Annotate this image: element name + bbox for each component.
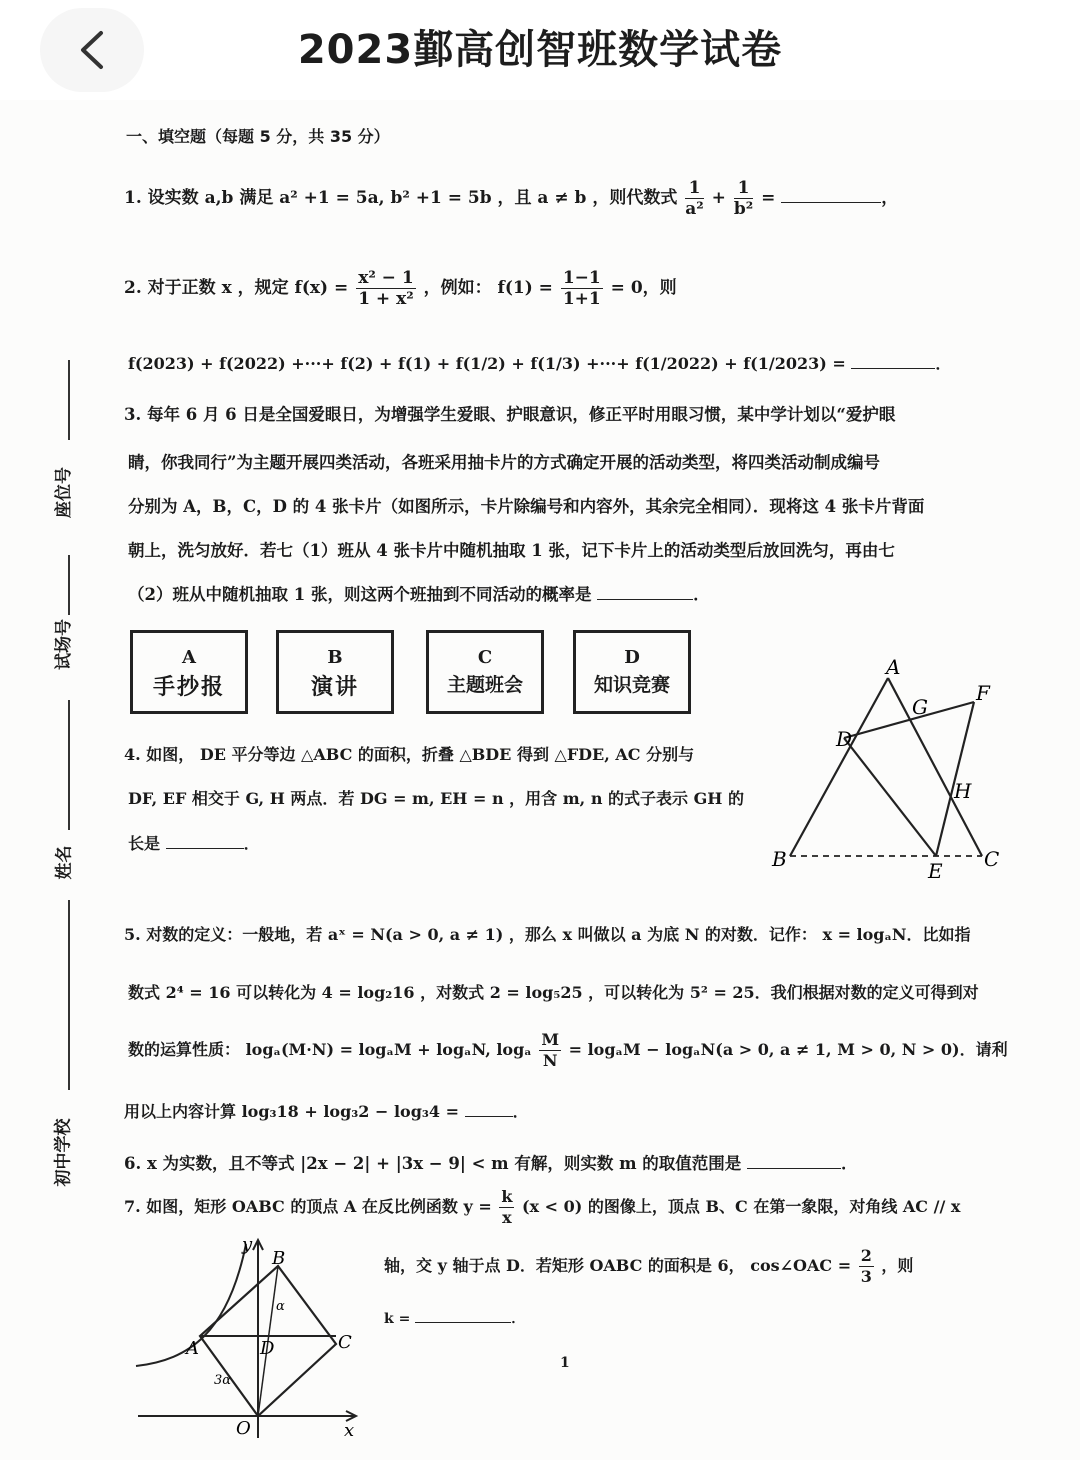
exam-room-label: 试场号 <box>54 619 74 670</box>
fraction: $\frac{1}{\text{b²}}$ <box>733 178 754 219</box>
page-number: 1 <box>560 1355 570 1371</box>
binding-line <box>68 700 70 830</box>
top-bar <box>0 0 1080 100</box>
question-6: 6. x 为实数，且不等式 |2x − 2| + |3x − 9| < m 有解，则实数 m 的取值范围是 ． <box>124 1154 858 1173</box>
point-label: A <box>886 655 901 679</box>
question-5-line: 用以上内容计算 log₃18 + log₃2 − log₃4 = ． <box>124 1102 529 1121</box>
seat-number-label: 座位号 <box>54 467 74 518</box>
answer-blank-4[interactable] <box>166 832 244 849</box>
point-label: G <box>912 695 928 719</box>
section-title: 一、填空题（每题 5 分，共 35 分） <box>126 127 390 146</box>
question-2: 2. 对于正数 x ，规定 f(x) = $\frac{\text{x² − 1}}{\text{1 + x²}}$ ，例如： f(1) = $\frac{1-1}{1+1}$ = 0，则 <box>124 268 677 309</box>
figure-label: C <box>338 1332 352 1353</box>
question-7-line: 轴，交 y 轴于点 D．若矩形 OABC 的面积是 6， cos∠OAC = $\frac{2}{3}$ ，则 <box>384 1246 914 1286</box>
card-b: B 演讲 <box>276 630 394 714</box>
answer-blank-6[interactable] <box>747 1152 841 1169</box>
question-4-line: DF, EF 相交于 G, H 两点．若 DG = m, EH = n ，用含 m, n 的式子表示 GH 的 <box>128 789 744 808</box>
card-c: C 主题班会 <box>426 630 544 714</box>
question-4-line: 4. 如图， DE 平分等边 △ABC 的面积，折叠 △BDE 得到 △FDE, AC 分别与 <box>124 745 695 764</box>
question-5-line: 5. 对数的定义：一般地，若 aˣ = N(a > 0, a ≠ 1) ，那么 x 叫做以 a 为底 N 的对数．记作： x = logₐN．比如指 <box>124 925 971 944</box>
question-5-line: 数的运算性质： logₐ(M·N) = logₐM + logₐN, logₐ $\frac{M}{N}$ = logₐM − logₐN(a > 0, a ≠ 1, M > 0, N > 0)．请利 <box>128 1030 1008 1070</box>
fraction: $\frac{2}{3}$ <box>860 1246 872 1286</box>
triangle-figure <box>760 652 1040 888</box>
fraction: $\frac{1}{\text{a²}}$ <box>685 178 704 219</box>
figure-label: α <box>276 1299 285 1314</box>
question-3-line: 3. 每年 6 月 6 日是全国爱眼日，为增强学生爱眼、护眼意识，修正平时用眼习惯，某中学计划以“爱护眼 <box>124 405 896 424</box>
rectangle-hyperbola-figure <box>130 1232 370 1444</box>
figure-label: 3α <box>214 1373 232 1388</box>
question-3-line: 分别为 A，B，C，D 的 4 张卡片（如图所示，卡片除编号和内容外，其余完全相同）．现将这 4 张卡片背面 <box>128 497 925 516</box>
figure-label: x <box>344 1420 355 1441</box>
figure-label: O <box>236 1418 251 1439</box>
figure-label: B <box>272 1248 286 1269</box>
question-3-line: 朝上，洗匀放好．若七（1）班从 4 张卡片中随机抽取 1 张，记下卡片上的活动类型后放回洗匀，再由七 <box>128 541 895 560</box>
answer-blank-2[interactable] <box>851 352 935 369</box>
fraction: $\frac{\text{x² − 1}}{\text{1 + x²}}$ <box>358 268 414 309</box>
point-label: C <box>984 847 1000 871</box>
point-label: B <box>772 847 787 871</box>
page-title: 2023鄞高创智班数学试卷 <box>297 27 783 73</box>
edge <box>844 702 974 738</box>
question-1: 1. 设实数 a,b 满足 a² +1 = 5a, b² +1 = 5b ，且 a ≠ b ，则代数式 $\frac{1}{\text{a²}}$ + $\frac{1}{\text{b²}}$ = ， <box>124 178 899 219</box>
answer-blank-1[interactable] <box>781 186 881 203</box>
question-2-expression: f(2023) + f(2022) +···+ f(2) + f(1) + f(1/2) + f(1/3) +···+ f(1/2022) + f(1/2023) = ． <box>128 354 952 373</box>
binding-line <box>68 900 70 1090</box>
question-4-line: 长是 ． <box>128 834 260 853</box>
fraction: $\frac{M}{N}$ <box>541 1030 560 1070</box>
name-label: 姓名 <box>54 845 75 880</box>
question-5-line: 数式 2⁴ = 16 可以转化为 4 = log₂16 ，对数式 2 = log₅25 ，可以转化为 5² = 25．我们根据对数的定义可得到对 <box>128 983 979 1002</box>
question-1-text: 1. 设实数 a,b 满足 a² +1 = 5a, b² +1 = 5b ，且 a ≠ b ，则代数式 <box>124 188 678 208</box>
fraction: $\frac{1-1}{1+1}$ <box>562 268 601 309</box>
edge <box>844 738 936 856</box>
card-a: A 手抄报 <box>130 630 248 714</box>
answer-blank-7[interactable] <box>415 1306 511 1323</box>
answer-blank-5[interactable] <box>465 1100 513 1117</box>
edge <box>790 678 888 856</box>
figure-label: A <box>186 1338 199 1359</box>
point-label: F <box>976 681 990 705</box>
figure-label: y <box>242 1234 253 1255</box>
question-7: 7. 如图，矩形 OABC 的顶点 A 在反比例函数 y = $\frac{k}{x}$ (x < 0) 的图像上，顶点 B、C 在第一象限，对角线 AC // x <box>124 1187 961 1227</box>
fraction: $\frac{k}{x}$ <box>501 1187 513 1227</box>
point-label: D <box>836 727 853 751</box>
answer-blank-3[interactable] <box>597 583 693 600</box>
point-label: H <box>954 779 972 803</box>
binding-line <box>68 360 70 440</box>
figure-label: D <box>260 1338 275 1359</box>
question-3-line: （2）班从中随机抽取 1 张，则这两个班抽到不同活动的概率是 ． <box>128 585 710 604</box>
point-label: E <box>928 859 943 883</box>
binding-line <box>68 555 70 615</box>
card-d: D 知识竞赛 <box>573 630 691 714</box>
question-3-line: 睛，你我同行”为主题开展四类活动，各班采用抽卡片的方式确定开展的活动类型，将四类活动制成编号 <box>128 453 880 472</box>
junior-school-label: 初中学校 <box>53 1118 74 1187</box>
question-7-answer: k = ． <box>384 1306 525 1330</box>
